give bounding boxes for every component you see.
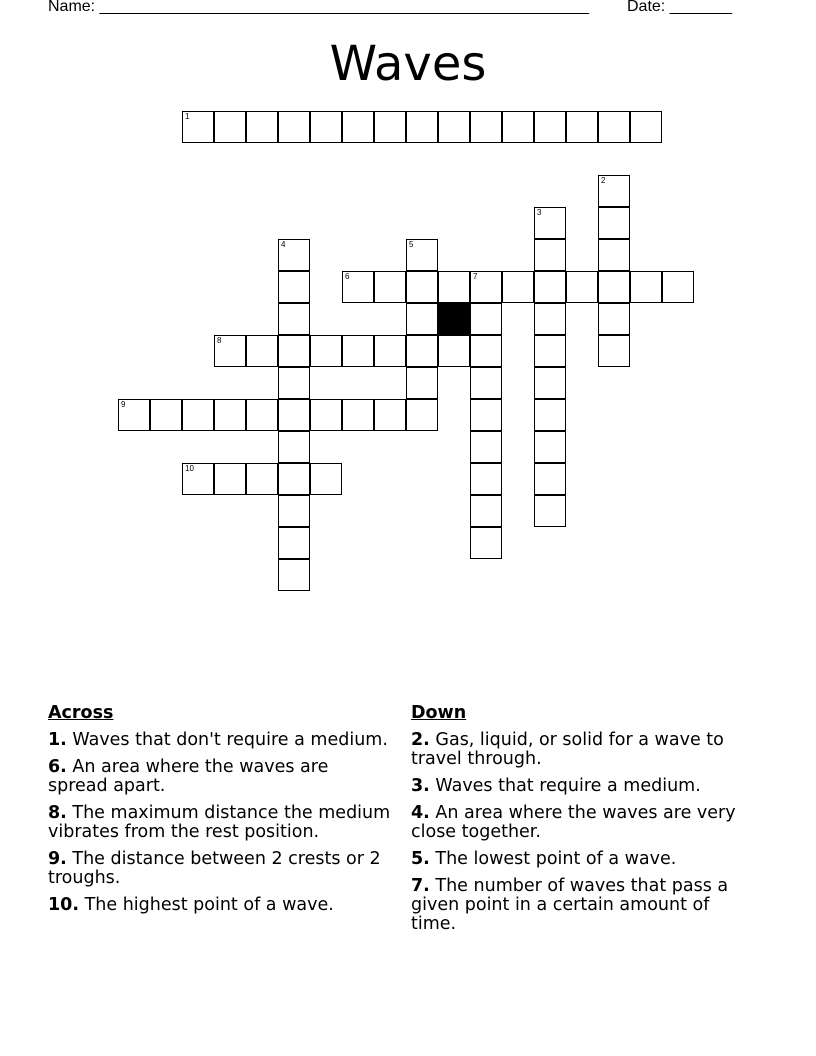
crossword-cell[interactable] [406,271,438,303]
crossword-cell[interactable] [534,271,566,303]
crossword-cell[interactable] [406,303,438,335]
crossword-cell[interactable] [342,111,374,143]
crossword-cell[interactable] [246,399,278,431]
across-clues [48,702,393,923]
crossword-cell[interactable] [470,527,502,559]
crossword-cell[interactable] [278,335,310,367]
clue-item [48,804,393,842]
crossword-cell[interactable] [182,399,214,431]
clue-text: The highest point of a wave. [84,895,334,915]
crossword-cell[interactable] [534,335,566,367]
crossword-cell[interactable] [342,335,374,367]
crossword-cell[interactable] [278,399,310,431]
crossword-cell[interactable] [470,335,502,367]
clue-number-label: 5. [411,849,430,869]
crossword-cell[interactable] [534,111,566,143]
clue-text: Waves that don't require a medium. [72,730,388,750]
crossword-cell[interactable] [470,303,502,335]
crossword-cell[interactable] [310,399,342,431]
crossword-cell[interactable] [310,335,342,367]
crossword-cell[interactable] [598,111,630,143]
clue-text: The maximum distance the medium vibrates from the rest position. [48,803,391,842]
crossword-cell[interactable] [246,463,278,495]
crossword-cell[interactable] [470,463,502,495]
crossword-cell[interactable] [246,111,278,143]
crossword-cell[interactable] [470,431,502,463]
crossword-cell[interactable] [182,111,214,143]
clue-text: Waves that require a medium. [435,776,701,796]
crossword-cell[interactable] [374,271,406,303]
clue-number-label: 4. [411,803,430,823]
crossword-cell[interactable] [598,207,630,239]
crossword-cell[interactable] [406,399,438,431]
crossword-cell[interactable] [630,271,662,303]
crossword-cell[interactable] [470,271,502,303]
crossword-cell[interactable] [406,239,438,271]
down-clues [411,702,756,942]
crossword-cell[interactable] [278,303,310,335]
crossword-cell[interactable] [534,239,566,271]
crossword-cell[interactable] [182,463,214,495]
clue-number: 8 [217,336,222,345]
crossword-cell[interactable] [406,111,438,143]
crossword-cell[interactable] [278,527,310,559]
across-heading: Across [48,703,114,723]
crossword-cell[interactable] [278,367,310,399]
clue-item [411,777,756,796]
clue-number: 9 [121,400,126,409]
clue-item [48,896,393,915]
clue-number-label: 2. [411,730,430,750]
crossword-cell[interactable] [630,111,662,143]
crossword-cell[interactable] [598,271,630,303]
crossword-cell[interactable] [342,271,374,303]
name-field-line: Name: _______________________________________________________ [48,0,589,15]
crossword-cell[interactable] [406,367,438,399]
crossword-cell[interactable] [598,239,630,271]
date-field-line: Date: _______ [627,0,732,15]
crossword-cell[interactable] [278,271,310,303]
crossword-cell[interactable] [278,559,310,591]
clue-number: 2 [601,176,606,185]
crossword-cell[interactable] [278,495,310,527]
crossword-cell[interactable] [438,111,470,143]
clue-number: 4 [281,240,286,249]
clue-number-label: 1. [48,730,67,750]
crossword-cell[interactable] [342,399,374,431]
clue-text: The distance between 2 crests or 2 troughs. [48,849,381,888]
crossword-cell[interactable] [406,335,438,367]
crossword-cell[interactable] [534,399,566,431]
crossword-cell[interactable] [566,271,598,303]
crossword-cell[interactable] [438,335,470,367]
crossword-cell[interactable] [214,111,246,143]
black-cell [438,303,470,335]
crossword-cell[interactable] [310,111,342,143]
clue-number: 3 [537,208,542,217]
crossword-cell[interactable] [374,335,406,367]
crossword-cell[interactable] [534,367,566,399]
crossword-cell[interactable] [118,399,150,431]
crossword-cell[interactable] [310,463,342,495]
clue-item [48,850,393,888]
crossword-cell[interactable] [470,367,502,399]
clue-number: 7 [473,272,478,281]
crossword-cell[interactable] [470,495,502,527]
clue-item [48,758,393,796]
crossword-cell[interactable] [214,463,246,495]
clue-number-label: 7. [411,876,430,896]
clue-number-label: 8. [48,803,67,823]
clue-number-label: 6. [48,757,67,777]
crossword-cell[interactable] [278,431,310,463]
clue-number: 1 [185,112,190,121]
clue-item [411,850,756,869]
crossword-cell[interactable] [598,335,630,367]
clue-number-label: 10. [48,895,80,915]
crossword-cell[interactable] [534,463,566,495]
crossword-cell[interactable] [278,111,310,143]
crossword-cell[interactable] [438,271,470,303]
crossword-cell[interactable] [278,463,310,495]
crossword-cell[interactable] [374,111,406,143]
across-clue-list [48,731,393,915]
clue-item [411,877,756,934]
clue-number: 10 [185,464,194,473]
down-clue-list [411,731,756,934]
clue-text: An area where the waves are spread apart. [48,757,329,796]
clue-item [411,731,756,769]
crossword-cell[interactable] [566,111,598,143]
crossword-cell[interactable] [150,399,182,431]
clue-item [48,731,393,750]
crossword-cell[interactable] [470,399,502,431]
crossword-cell[interactable] [278,239,310,271]
down-heading: Down [411,703,467,723]
clue-number-label: 9. [48,849,67,869]
crossword-cell[interactable] [502,111,534,143]
clue-item [411,804,756,842]
clue-number: 5 [409,240,414,249]
clue-text: The number of waves that pass a given point in a certain amount of time. [411,876,729,934]
clue-text: An area where the waves are very close together. [411,803,736,842]
crossword-cell[interactable] [214,399,246,431]
clue-text: The lowest point of a wave. [435,849,677,869]
crossword-cell[interactable] [662,271,694,303]
crossword-cell[interactable] [534,495,566,527]
clue-number-label: 3. [411,776,430,796]
crossword-cell[interactable] [534,431,566,463]
crossword-cell[interactable] [598,175,630,207]
crossword-cell[interactable] [534,303,566,335]
crossword-cell[interactable] [246,335,278,367]
page-title: Waves [329,36,487,92]
clue-number: 6 [345,272,350,281]
crossword-cell[interactable] [214,335,246,367]
clue-text: Gas, liquid, or solid for a wave to travel through. [411,730,724,769]
crossword-cell[interactable] [502,271,534,303]
crossword-cell[interactable] [598,303,630,335]
crossword-cell[interactable] [534,207,566,239]
crossword-cell[interactable] [374,399,406,431]
crossword-cell[interactable] [470,111,502,143]
